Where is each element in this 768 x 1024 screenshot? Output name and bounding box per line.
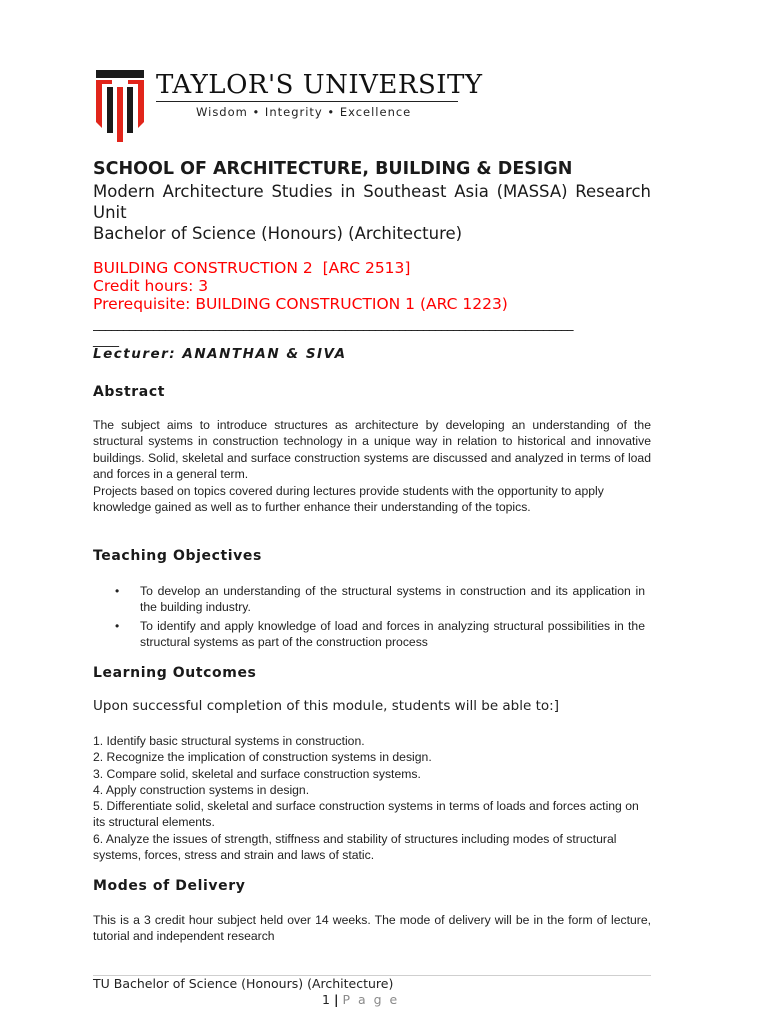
learning-outcomes-heading: Learning Outcomes [93,665,257,681]
learning-outcomes-list [93,733,651,863]
learning-outcomes-intro: Upon successful completion of this module, students will be able to:] [93,698,559,714]
abstract-heading: Abstract [93,384,166,400]
university-logo [96,70,483,150]
modes-of-delivery-text: This is a 3 credit hour subject held over 14 weeks. The mode of delivery will be in the form of lecture, tutorial and independent research [93,913,651,944]
logo-divider [156,101,458,102]
credit-hours: Credit hours: 3 [93,277,209,295]
modes-of-delivery-heading: Modes of Delivery [93,878,246,894]
list-item: 1. Identify basic structural systems in construction. [93,734,365,748]
list-item [115,583,645,616]
list-item: 5. Differentiate solid, skeletal and surface construction systems in terms of loads and forces acting on its structural elements. [93,799,639,830]
page-number [322,992,399,1007]
page-divider: | [333,992,339,1007]
degree-title: Bachelor of Science (Honours) (Architecture) [93,224,463,243]
list-item [115,618,645,651]
list-item-text: To develop an understanding of the structural systems in construction and its application in the building industry. [140,584,645,615]
page-number-value: 1 [322,992,330,1007]
research-unit: Modern Architecture Studies in Southeast Asia (MASSA) Research Unit [93,182,651,222]
teaching-objectives-list [115,583,645,652]
bullet-icon: • [115,618,120,633]
list-item: 4. Apply construction systems in design. [93,782,310,797]
teaching-objectives-heading: Teaching Objectives [93,548,262,564]
separator-line: ________________________________________________________________________________ [93,318,573,332]
list-item: 6. Analyze the issues of strength, stiffness and stability of structures including modes of structural systems, forces, stress and strain and laws of static. [93,831,617,863]
prerequisite: Prerequisite: BUILDING CONSTRUCTION 1 (ARC 1223) [93,295,508,313]
logo-name: TAYLOR'S UNIVERSITY [156,70,483,100]
page-label: P a g e [342,992,400,1007]
list-item: 3. Compare solid, skeletal and surface construction systems. [93,766,421,781]
logo-tagline: Wisdom • Integrity • Excellence [196,105,412,119]
footer-text: TU Bachelor of Science (Honours) (Architecture) [93,976,394,991]
abstract-paragraph: The subject aims to introduce structures as architecture by developing an understanding of the structural systems in construction technology in a unique way in relation to historical and innovative buildings. Solid, skeletal and surface construction systems are discussed and analyzed in terms of load and forces in a general term. [93,418,651,481]
course-title: BUILDING CONSTRUCTION 2 [ARC 2513] [93,259,411,277]
list-item-text: To identify and apply knowledge of load and forces in analyzing structural possibilities in the structural systems as part of the construction process [140,618,645,649]
abstract-paragraph: Projects based on topics covered during lectures provide students with the opportunity to apply knowledge gained as well as to further enhance their understanding of the topics. [93,484,604,515]
separator-line-tail: ____ [93,333,119,348]
school-title: SCHOOL OF ARCHITECTURE, BUILDING & DESIGN [93,159,573,179]
shield-icon [96,70,144,142]
lecturer: Lecturer: ANANTHAN & SIVA [93,346,347,362]
list-item: 2. Recognize the implication of construction systems in design. [93,750,432,765]
bullet-icon: • [115,584,120,598]
